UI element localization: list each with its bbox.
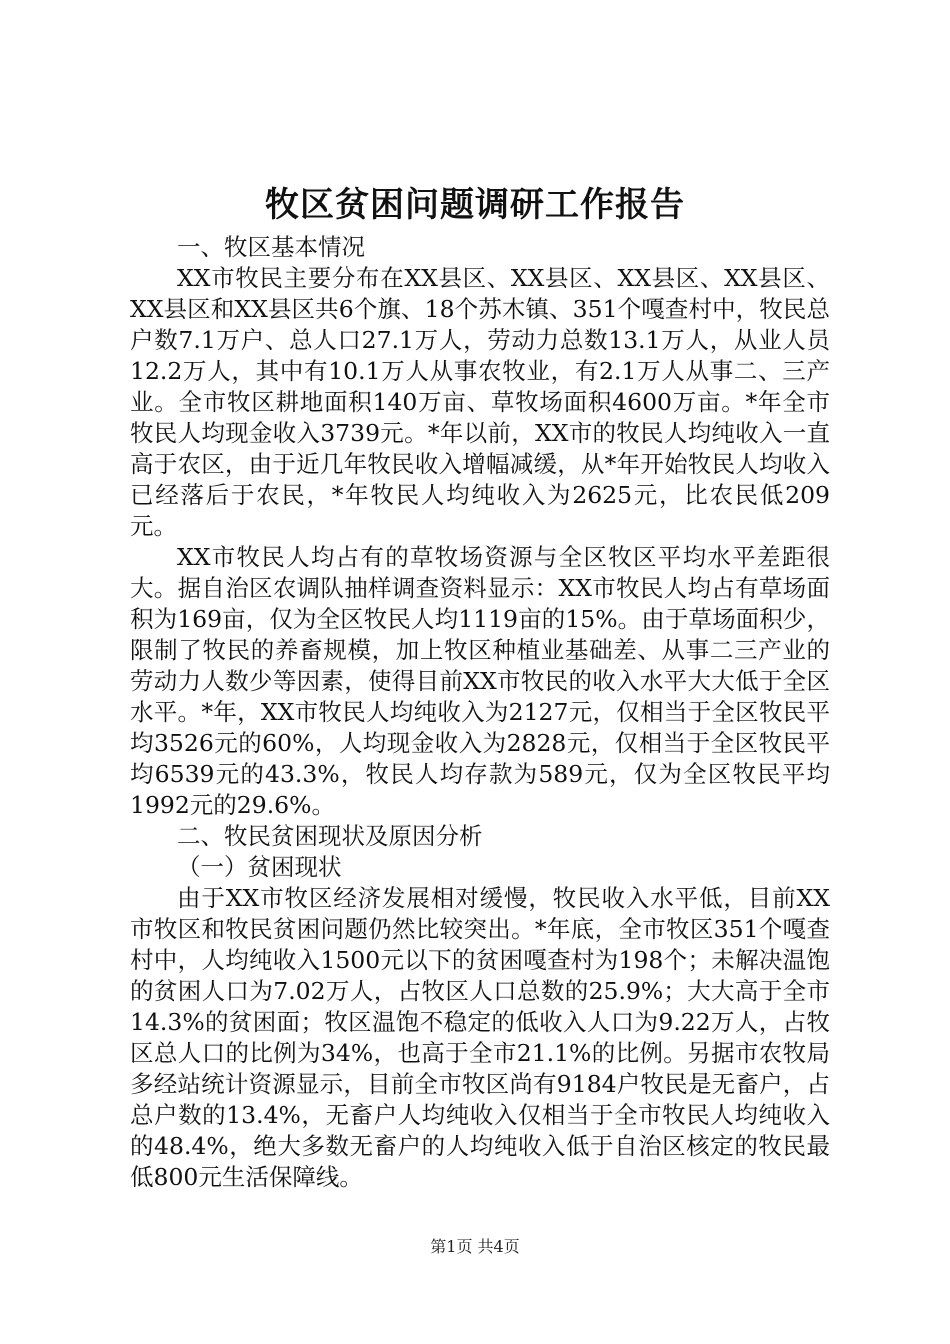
paragraph-grassland-resources: XX市牧民人均占有的草牧场资源与全区牧区平均水平差距很大。据自治区农调队抽样调查资料显示：XX市牧民人均占有草场面积为169亩，仅为全区牧民人均1119亩的15%。由于草场面积少，限制了牧民的养畜规模，加上牧区种植业基础差、从事二三产业的劳动力人数少等因素，使得目前XX市牧民的收入水平大大低于全区水平。*年，XX市牧民人均纯收入为2127元，仅相当于全区牧民平均3526元的60%，人均现金收入为2828元，仅相当于全区牧民平均6539元的43.3%，牧民人均存款为589元，仅为全区牧民平均1992元的29.6%。	[130, 543, 830, 819]
subsection-heading-1: （一）贫困现状	[177, 853, 342, 881]
section-heading-2: 二、牧民贫困现状及原因分析	[177, 822, 483, 850]
paragraph-basic-situation: XX市牧民主要分布在XX县区、XX县区、XX县区、XX县区、XX县区和XX县区共6个旗、18个苏木镇、351个嘎查村中，牧民总户数7.1万户、总人口27.1万人，劳动力总数13.1万人，从业人员12.2万人，其中有10.1万人从事农牧业，有2.1万人从事二、三产业。全市牧区耕地面积140万亩、草牧场面积4600万亩。*年全市牧民人均现金收入3739元。*年以前，XX市的牧民人均纯收入一直高于农区，由于近几年牧民收入增幅减缓，从*年开始牧民人均收入已经落后于农民，*年牧民人均纯收入为2625元，比农民低209元。	[130, 264, 830, 540]
document-title: 牧区贫困问题调研工作报告	[265, 185, 685, 225]
document-body	[130, 232, 830, 1193]
paragraph-poverty-status: 由于XX市牧区经济发展相对缓慢，牧民收入水平低，目前XX市牧区和牧民贫困问题仍然比较突出。*年底，全市牧区351个嘎查村中，人均纯收入1500元以下的贫困嘎查村为198个；未解决温饱的贫困人口为7.02万人，占牧区人口总数的25.9%；大大高于全市14.3%的贫困面；牧区温饱不稳定的低收入人口为9.22万人，占牧区总人口的比例为34%，也高于全市21.1%的比例。另据市农牧局多经站统计资源显示，目前全市牧区尚有9184户牧民是无畜户，占总户数的13.4%，无畜户人均纯收入仅相当于全市牧民人均纯收入的48.4%，绝大多数无畜户的人均纯收入低于自治区核定的牧民最低800元生活保障线。	[130, 884, 830, 1191]
section-heading-1: 一、牧区基本情况	[177, 233, 365, 261]
page-footer: 第1页 共4页	[430, 1237, 520, 1256]
